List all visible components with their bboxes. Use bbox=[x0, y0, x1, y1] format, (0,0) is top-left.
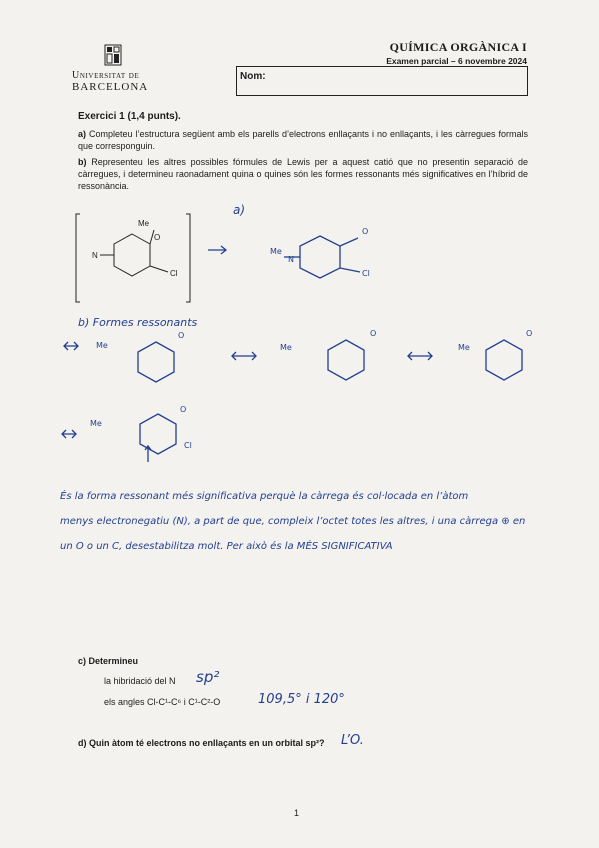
hw-b4-methyl-label: Me bbox=[90, 419, 102, 428]
question-a-text: Completeu l’estructura següent amb els parells d’electrons enllaçants i no enllaçants, i les càrregues formals que corresponguin. bbox=[78, 129, 528, 151]
name-field[interactable] bbox=[236, 66, 528, 96]
hw-b1-oxygen-label: O bbox=[178, 331, 185, 340]
hw-b2-oxygen-label: O bbox=[370, 329, 377, 338]
page-number: 1 bbox=[294, 808, 300, 818]
printed-methyl-label: Me bbox=[138, 219, 150, 228]
printed-nitrogen-label: N bbox=[92, 251, 98, 260]
printed-chlorine-label: Cl bbox=[170, 269, 178, 278]
course-title: QUÍMICA ORGÀNICA I bbox=[389, 40, 527, 54]
hw-a-oxygen-label: O bbox=[362, 227, 369, 236]
hw-a-methyl-label: Me bbox=[270, 247, 282, 256]
exercise-title: Exercici 1 (1,4 punts). bbox=[78, 111, 181, 122]
question-b bbox=[78, 156, 528, 192]
exam-subtitle: Examen parcial – 6 novembre 2024 bbox=[386, 56, 527, 66]
question-b-text: Representeu les altres possibles fórmules de Lewis per a aquest catió que no presentin separació de càrregues, i determineu raonadament quina o quines són les formes ressonants més significatives en l’híbrid de ressonància. bbox=[78, 157, 528, 191]
question-c-hybridization: la hibridació del N bbox=[104, 676, 176, 686]
printed-oxygen-label: O bbox=[154, 233, 161, 242]
question-a-label: a) bbox=[78, 129, 87, 139]
university-city: BARCELONA bbox=[72, 81, 149, 93]
answer-angles: 109,5° i 120° bbox=[258, 692, 345, 707]
handwritten-a-label: a) bbox=[233, 203, 246, 217]
hw-b1-methyl-label: Me bbox=[96, 341, 108, 350]
handwritten-explanation-line2: menys electronegatiu (N), a part de que, compleix l’octet totes les altres, i una càrrega ⊕ en bbox=[60, 516, 526, 527]
university-crest-icon bbox=[104, 44, 122, 66]
question-a bbox=[78, 128, 528, 152]
hw-b3-oxygen-label: O bbox=[526, 329, 533, 338]
hw-b3-methyl-label: Me bbox=[458, 343, 470, 352]
handwritten-structure-a bbox=[250, 214, 410, 294]
hw-b4-oxygen-label: O bbox=[180, 405, 187, 414]
handwritten-explanation-line1: És la forma ressonant més significativa perquè la càrrega és col·locada en l’àtom bbox=[60, 491, 469, 502]
question-c-angles: els angles Cl-C¹-C⁶ i C¹-C²-O bbox=[104, 697, 221, 707]
hw-a-nitrogen-label: N bbox=[288, 255, 294, 264]
handwritten-b-label: b) Formes ressonants bbox=[78, 316, 198, 329]
question-c-label: c) Determineu bbox=[78, 656, 139, 666]
name-label: Nom: bbox=[240, 71, 266, 82]
hw-b4-chlorine-label: Cl bbox=[184, 441, 192, 450]
printed-cation-structure bbox=[74, 210, 194, 306]
hw-a-chlorine-label: Cl bbox=[362, 269, 370, 278]
answer-hybridization: sp² bbox=[196, 668, 220, 686]
question-d: d) Quin àtom té electrons no enllaçants en un orbital sp²? bbox=[78, 738, 325, 748]
handwritten-resonance-forms bbox=[60, 322, 540, 467]
hw-b2-methyl-label: Me bbox=[280, 343, 292, 352]
arrow-icon bbox=[206, 242, 230, 258]
question-b-label: b) bbox=[78, 157, 87, 167]
university-name: Universitat de bbox=[72, 70, 140, 81]
answer-d: L’O. bbox=[341, 733, 364, 748]
handwritten-explanation-line3: un O o un C, desestabilitza molt. Per això és la MÉS SIGNIFICATIVA bbox=[60, 541, 393, 552]
